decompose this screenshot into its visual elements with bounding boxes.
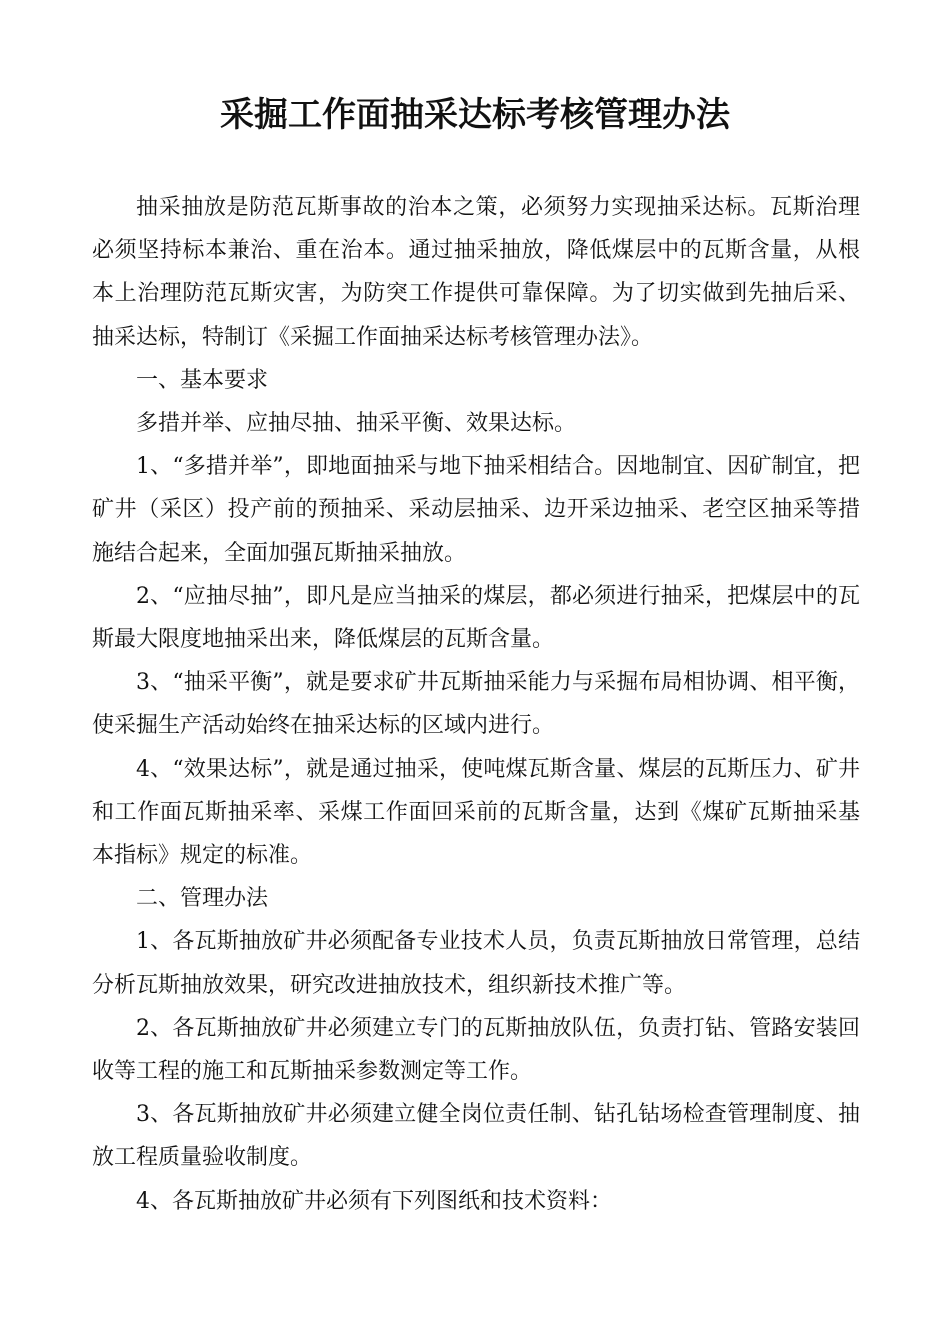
section-heading-management: 二、管理办法	[136, 886, 269, 912]
paragraph-management-2: 2、各瓦斯抽放矿井必须建立专门的瓦斯抽放队伍，负责打钻、管路安装回收等工程的施工和瓦斯抽采参数测定等工作。	[92, 1015, 860, 1085]
paragraph-management-4: 4、各瓦斯抽放矿井必须有下列图纸和技术资料：	[136, 1188, 612, 1214]
paragraph-item-1: 1、“多措并举”，即地面抽采与地下抽采相结合。因地制宜、因矿制宜，把矿井（采区）投产前的预抽采、采动层抽采、边开采边抽采、老空区抽采等措施结合起来，全面加强瓦斯抽采抽放。	[92, 454, 860, 566]
paragraph-item-3: 3、“抽采平衡”，就是要求矿井瓦斯抽采能力与采掘布局相协调、相平衡，使采掘生产活动始终在抽采达标的区域内进行。	[92, 670, 860, 739]
document-title: 采掘工作面抽采达标考核管理办法	[220, 95, 730, 135]
paragraph-item-4: 4、“效果达标”，就是通过抽采，使吨煤瓦斯含量、煤层的瓦斯压力、矿井和工作面瓦斯抽采率、采煤工作面回采前的瓦斯含量，达到《煤矿瓦斯抽采基本指标》规定的标准。	[92, 756, 860, 869]
paragraph-management-1: 1、各瓦斯抽放矿井必须配备专业技术人员，负责瓦斯抽放日常管理，总结分析瓦斯抽放效果，研究改进抽放技术，组织新技术推广等。	[92, 929, 860, 998]
paragraph-management-3: 3、各瓦斯抽放矿井必须建立健全岗位责任制、钻孔钻场检查管理制度、抽放工程质量验收制度。	[92, 1102, 860, 1171]
paragraph-summary: 多措并举、应抽尽抽、抽采平衡、效果达标。	[136, 411, 577, 437]
paragraph-item-2: 2、“应抽尽抽”，即凡是应当抽采的煤层，都必须进行抽采，把煤层中的瓦斯最大限度地抽采出来，降低煤层的瓦斯含量。	[92, 583, 860, 653]
section-heading-basic-requirements: 一、基本要求	[136, 367, 269, 393]
paragraph-intro: 抽采抽放是防范瓦斯事故的治本之策，必须努力实现抽采达标。瓦斯治理必须坚持标本兼治、重在治本。通过抽采抽放，降低煤层中的瓦斯含量，从根本上治理防范瓦斯灾害，为防突工作提供可靠保障。为了切实做到先抽后采、抽采达标，特制订《采掘工作面抽采达标考核管理办法》。	[92, 195, 860, 350]
document-body	[92, 186, 860, 1223]
